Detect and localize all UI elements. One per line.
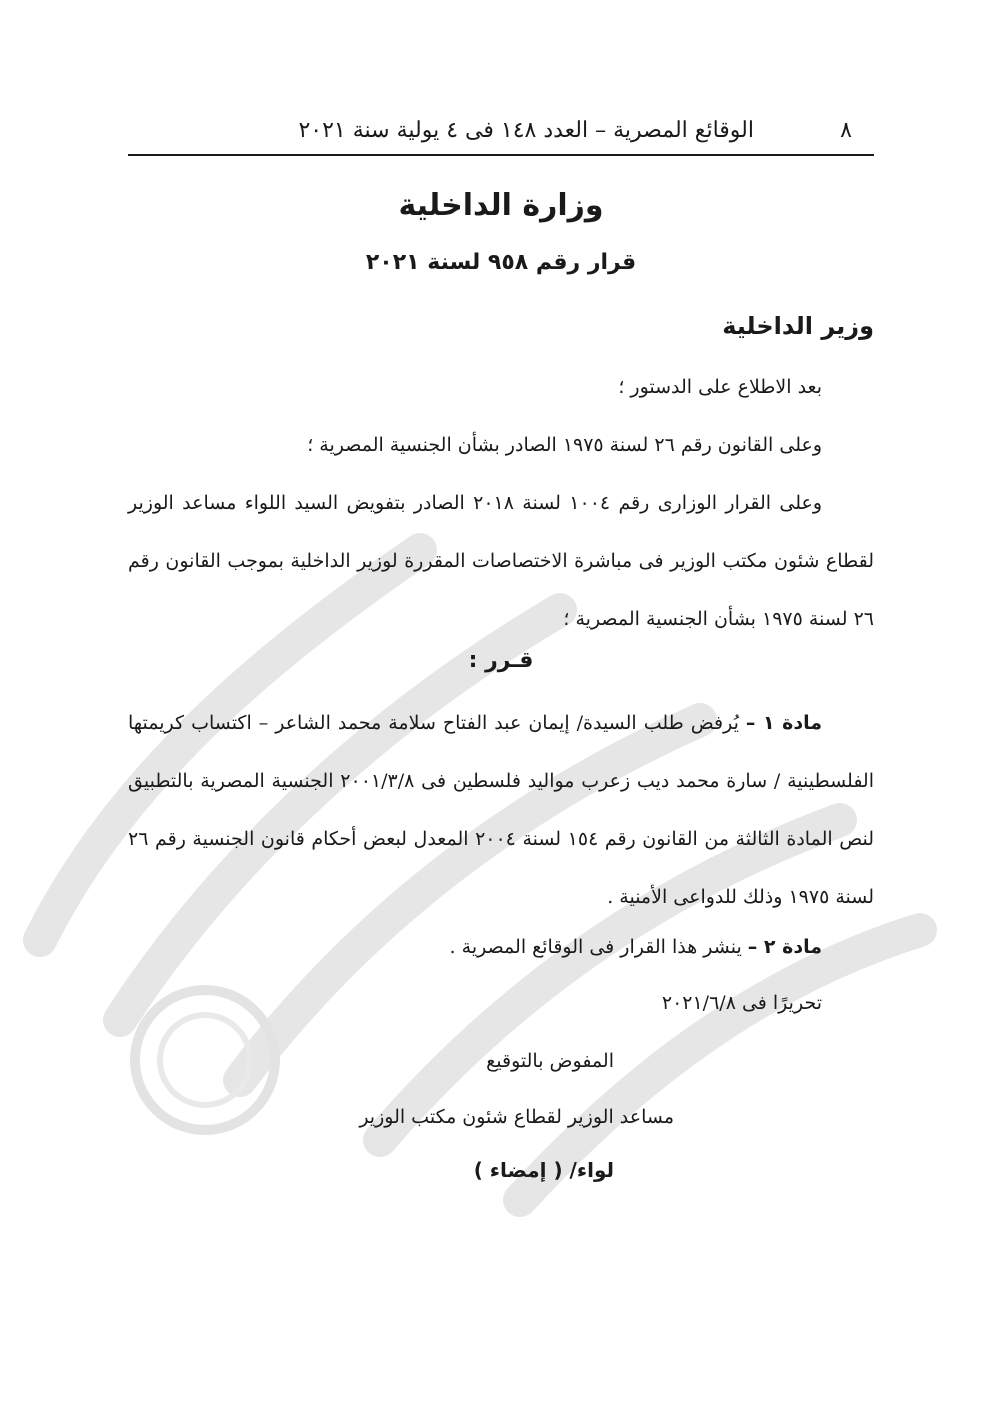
article-2-label: مادة ٢ – bbox=[747, 936, 822, 958]
running-title: الوقائع المصرية – العدد ١٤٨ فى ٤ يولية سنة ٢٠٢١ bbox=[298, 118, 754, 143]
running-header bbox=[128, 112, 874, 152]
article-1-label: مادة ١ – bbox=[745, 712, 823, 734]
seal-icon bbox=[135, 990, 275, 1130]
article-1 bbox=[128, 694, 874, 926]
authorized-signatory: المفوض بالتوقيع bbox=[486, 1050, 614, 1072]
article-2-text: ينشر هذا القرار فى الوقائع المصرية . bbox=[449, 936, 742, 958]
decided-heading: قـرر : bbox=[468, 648, 534, 673]
page-number: ٨ bbox=[840, 118, 852, 143]
minister-heading: وزير الداخلية bbox=[722, 312, 874, 340]
signatory-signature: لواء/ ( إمضاء ) bbox=[473, 1158, 614, 1182]
preamble-nationality-law: وعلى القانون رقم ٢٦ لسنة ١٩٧٥ الصادر بشأن الجنسية المصرية ؛ bbox=[307, 434, 822, 456]
preamble-constitution: بعد الاطلاع على الدستور ؛ bbox=[618, 376, 822, 398]
article-2 bbox=[128, 918, 874, 976]
issue-date: تحريرًا فى ٢٠٢١/٦/٨ bbox=[661, 992, 822, 1014]
signatory-position: مساعد الوزير لقطاع شئون مكتب الوزير bbox=[359, 1106, 674, 1128]
header-rule bbox=[128, 154, 874, 156]
ministry-title: وزارة الداخلية bbox=[398, 188, 604, 223]
article-1-text: يُرفض طلب السيدة/ إيمان عبد الفتاح سلامة محمد الشاعر – اكتساب كريمتها الفلسطينية / سارة محمد ديب زعرب مواليد فلسطين فى ٢٠٠١/٣/٨ الجنسية المصرية بالتطبيق لنص المادة الثالثة من القانون رقم ١٥٤ لسنة ٢٠٠٤ المعدل لبعض أحكام قانون الجنسية رقم ٢٦ لسنة ١٩٧٥ وذلك للدواعى الأمنية . bbox=[128, 712, 874, 908]
decree-number: قرار رقم ٩٥٨ لسنة ٢٠٢١ bbox=[365, 250, 637, 275]
preamble-ministerial-decree: وعلى القرار الوزارى رقم ١٠٠٤ لسنة ٢٠١٨ الصادر بتفويض السيد اللواء مساعد الوزير لقطاع شئون مكتب الوزير فى مباشرة الاختصاصات المقررة لوزير الداخلية بموجب القانون رقم ٢٦ لسنة ١٩٧٥ بشأن الجنسية المصرية ؛ bbox=[128, 492, 874, 630]
